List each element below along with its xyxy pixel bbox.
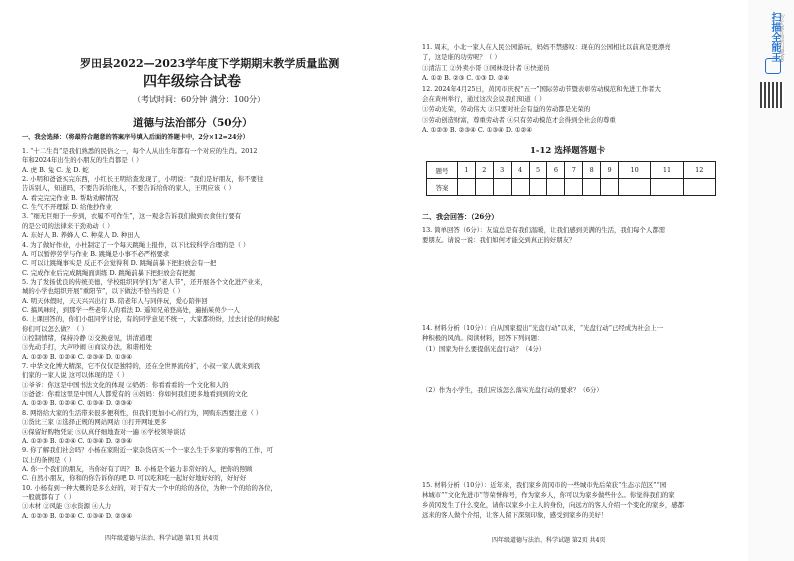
question-line: 以上的条例是（ ） [22,455,76,464]
question-line: C. 生气不开理睬 D. 给他抄作业 [22,203,113,212]
card-number: 7 [565,162,583,179]
scanner-brand: 扫描全能王 [769,12,780,62]
question-line: 9. 你了解我们社会吗？小杨在家附近一家杂货店买一个一家么生于多家的零售的工作，可 [22,446,273,455]
question-line: 会在黄州举行，通过这次会议我们知道（ ） [422,95,546,103]
question-line: ③劳动创造财富，尊重劳动者 ④只有劳动模范才会得到全社会的尊重 [422,115,616,124]
question-line: A. 虎 B. 兔 C. 龙 D. 蛇 [22,165,89,174]
question-line: 8. 网络给大家的生活带来很多便利性，但我们更加小心的行为，网购东西要注意（ ） [22,408,263,417]
question-line: A. 看完完完作业 B. 帮助劝解情况 [22,193,119,202]
question-line: ①劳动光荣，劳动伟大 ②只要对社会有益的劳动都是光荣的 [422,105,591,114]
answer-cell[interactable] [458,179,476,196]
answer-cell[interactable] [601,179,619,196]
question-line: 5. 为了发扬优良的传统美德，学校组织同学们为“老人节”，还开展各个文化进产业来， [22,277,267,286]
card-number: 10 [619,162,651,179]
question-line: 们家的一家人说 这可以体现的是（ ） [22,371,129,380]
part2-heading: 二、我会回答：（26分） [422,212,499,221]
card-number: 8 [583,162,601,179]
question-line: 11. 周末，小北一家人在人民公园游玩，妈妈不禁感叹：现在的公园相比以前真是更漂亮 [422,43,671,51]
q14-line2: 种积极的风尚。阅读材料，回答下列问题： [422,334,544,342]
question-line: C. 自然小朋友，你和的你告诉你的吧 D. 可以吃和吃一起好好地好好的，好好好 [22,474,247,483]
answer-card-a-label: 答案 [427,179,458,196]
answer-cell[interactable] [547,179,565,196]
question-line: A. 东好人 B. 养蜂人 C. 种菜人 D. 种田人 [22,231,140,240]
answer-cell[interactable] [511,179,529,196]
question-line: A. 可以暂停劳学与作业 B. 跳绳是小事不必严格要求 [22,249,170,258]
question-line: A. ①②③ B. ①②④ C. ①③④ D. ②③④ [22,511,132,520]
q15-line2: 林城市”“文化先进市”等荣誉称号，作为家乡人，你可以为家乡做些什么。你觉得我们的家 [422,491,675,499]
question-line: 4. 为了做好作业，小杜制定了一个每天跳绳上报作，以下比较科学合理的是（ ） [22,240,250,249]
q15-line4: 远来的客人做个介绍，让客人留下深刻印象，感受到家乡的美好！ [422,511,608,519]
card-number: 3 [493,162,511,179]
question-line: A. ①② B. ②③ C. ①③ D. ②④ [422,74,510,83]
exam-info: （考试时间：60分钟 满分：100分） [133,95,265,104]
question-line: ①货比三家 ②选择正规的网站网站 ③打开网址更多 [22,418,167,427]
question-line: A. ①②③ B. ①②④ C. ②③④ D. ①③④ [22,352,132,361]
question-line: 12. 2024年4月25日，黄冈市庆祝“五一”国际劳动节暨表彰劳动模范和先进工作者大 [422,84,661,93]
scanner-logo [762,6,784,78]
card-number: 5 [529,162,547,179]
question-line: C. 搞风味时，到那学一些老年人的看法 D. 遥知兄弟登高处，遍插茱萸少一人 [22,305,240,314]
section-heading: 道德与法治部分（50分） [133,117,253,129]
q13-line2: 要朋友。请说一说：我们如何才能交到真正的好朋友？ [422,236,576,244]
question-line: 1. “十二生肖”是我们熟悉的民俗之一，每个人从出生年都有一个对应的生肖。2012 [22,147,258,155]
scanner-subtitle: 3亿人都在用的扫描App [779,14,784,62]
question-line: 你们可以怎么做？（ ） [22,324,88,333]
answer-card-q-label: 题号 [427,162,458,179]
card-number: 6 [547,162,565,179]
card-number: 4 [511,162,529,179]
answer-card-table [426,161,716,196]
answer-cell[interactable] [493,179,511,196]
right-footer: 四年级道德与法治、科学试题 第2页 共4页 [492,537,606,544]
question-line: A. 你一个我们的朋友，当你好有了吗？ B. 小杨是个能力非常好的人，把你的照顾 [22,464,253,473]
question-line: 城的小学也组织开展“重阳节”，以下做法不恰当的是（ ） [22,287,184,296]
card-number: 2 [475,162,493,179]
question-line: A. ①②③ B. ①②④ C. ①③④ D. ②③④ [22,399,132,408]
question-line: 2. 小明和爸爸买完东西，小红长王明给查发现了，小明说：“我们是好朋友，你不要往 [22,175,264,184]
question-line: A. ①②③ B. ①②④ C. ①③④ D. ②③④ [22,436,132,445]
question-line: 了，这是谁的功劳呢？（ ） [422,53,501,62]
question-line: ①清洁工 ②外卖小哥 ③园林设计者 ④快递员 [422,63,550,72]
question-line: 7. 中华文化博大精深，它不仅仅是独特的，还在全世界流传扩，小叔一家人就来到我 [22,362,261,371]
question-line: C. 完成作业后完成跳绳面训练 D. 跳绳前暴下把拒放会有把握 [22,268,196,277]
answer-cell[interactable] [583,179,601,196]
question-line: C. 可以让跳绳事实是 反正不会觉得利 D. 跳绳前暴下把拒放会有一把 [22,259,217,268]
question-line: 年和2024年出生的小朋友的生肖都是（ ） [22,156,143,165]
question-line: ①控制情绪，保持冷静 ②交换意见，讲清道理 [22,334,152,342]
question-line: A. 明天休假时，天天兴兴出行 B. 陪老年人与同伴玩，爱心陪伴回 [22,296,208,305]
answer-card-answer-row [427,179,716,196]
exam-title: 罗田县2022—2023学年度下学期期末教学质量监测 [80,57,340,70]
question-line: 10. 小杨有到一种大概的是多么好的，对于有大一个中的给的各位，为种一个的给的各位， [22,483,278,492]
card-number: 11 [651,162,683,179]
part1-heading: 一、我会选择：（将最符合题意的答案序号填入后面的答题卡中，2分×12=24分） [22,134,249,141]
answer-card-title: 1-12 选择题答题卡 [530,146,606,156]
scanner-sidebar [748,0,794,561]
question-line: 3. “细无巨细于一步到，衣履不可作生”，这一观念告诉我们做到衣食住行要有 [22,212,242,221]
question-line: 一般就都有了（ ） [22,492,76,501]
q14-line4: （2）作为小学生，我们应该怎么落实光盘行动的要求？（6分） [422,386,603,394]
question-line: 的是公司的法律来干劲劝动（ ） [22,221,114,230]
card-number: 12 [683,162,715,179]
q13-line1: 13. 简单回答（6分）：友谊总是有我们温暖，让我们感到美满的生活，我们每个人都需 [422,226,666,234]
answer-cell[interactable] [565,179,583,196]
question-line: ③爸爸：你看这里是中国人人都爱有的 ④妈妈：你如何我们更多地看到到的文化 [22,390,248,399]
left-footer: 四年级道德与法治、科学试题 第1页 共4页 [105,535,219,542]
right-page [392,0,746,561]
answer-cell[interactable] [619,179,651,196]
answer-cell[interactable] [683,179,715,196]
card-number: 9 [601,162,619,179]
q14-line3: （1）国家为什么要提倡光盘行动？（4分） [422,345,546,353]
answer-card-number-row [427,162,716,179]
question-line: A. ①②③ B. ②③④ C. ①③④ D. ①②④ [422,126,532,135]
question-line: ③先动手打，大声吵闹 ④商议办法，和谐相处 [22,343,152,352]
q15-line3: 乡黄冈发生了什么变化，请你以家乡小主人的身份，向远方的客人介绍一个变化的家乡，感都 [422,501,685,509]
card-number: 1 [458,162,476,179]
question-line: 告诉别人，知道吗，不要告诉给他人，不要告诉给你的家人，王明应该（ ） [22,184,235,193]
question-line: ①木材 ②风能 ③水资源 ④人力 [22,502,112,511]
answer-cell[interactable] [475,179,493,196]
question-line: 6. 上课回答的，你们小组同学讨论，有的同学意见不统一，大家都纷纷，过去讨论的时候起 [22,315,280,324]
question-line: ④保留好购物凭证 ⑤认真仔细地查对一遍 ⑥学校领导谈话 [22,427,186,436]
qr-code-icon [760,82,784,108]
answer-cell[interactable] [651,179,683,196]
left-page [0,0,392,561]
question-line: ①爷爷：你这是中国书法文化的体现 ②奶奶：你看看看的一个文化和人的 [22,380,229,389]
answer-cell[interactable] [529,179,547,196]
q14-line1: 14. 材料分析（10分）：自从国家提出“光盘行动”以来，“光盘行动”已经成为社会上一 [422,324,664,332]
exam-subtitle: 四年级综合试卷 [143,74,241,90]
q15-line1: 15. 材料分析（10分）：近年来，我们家乡黄冈市的一些城市先后荣获“生态示范区”“园 [422,481,667,489]
cs-logo-icon [765,58,781,74]
